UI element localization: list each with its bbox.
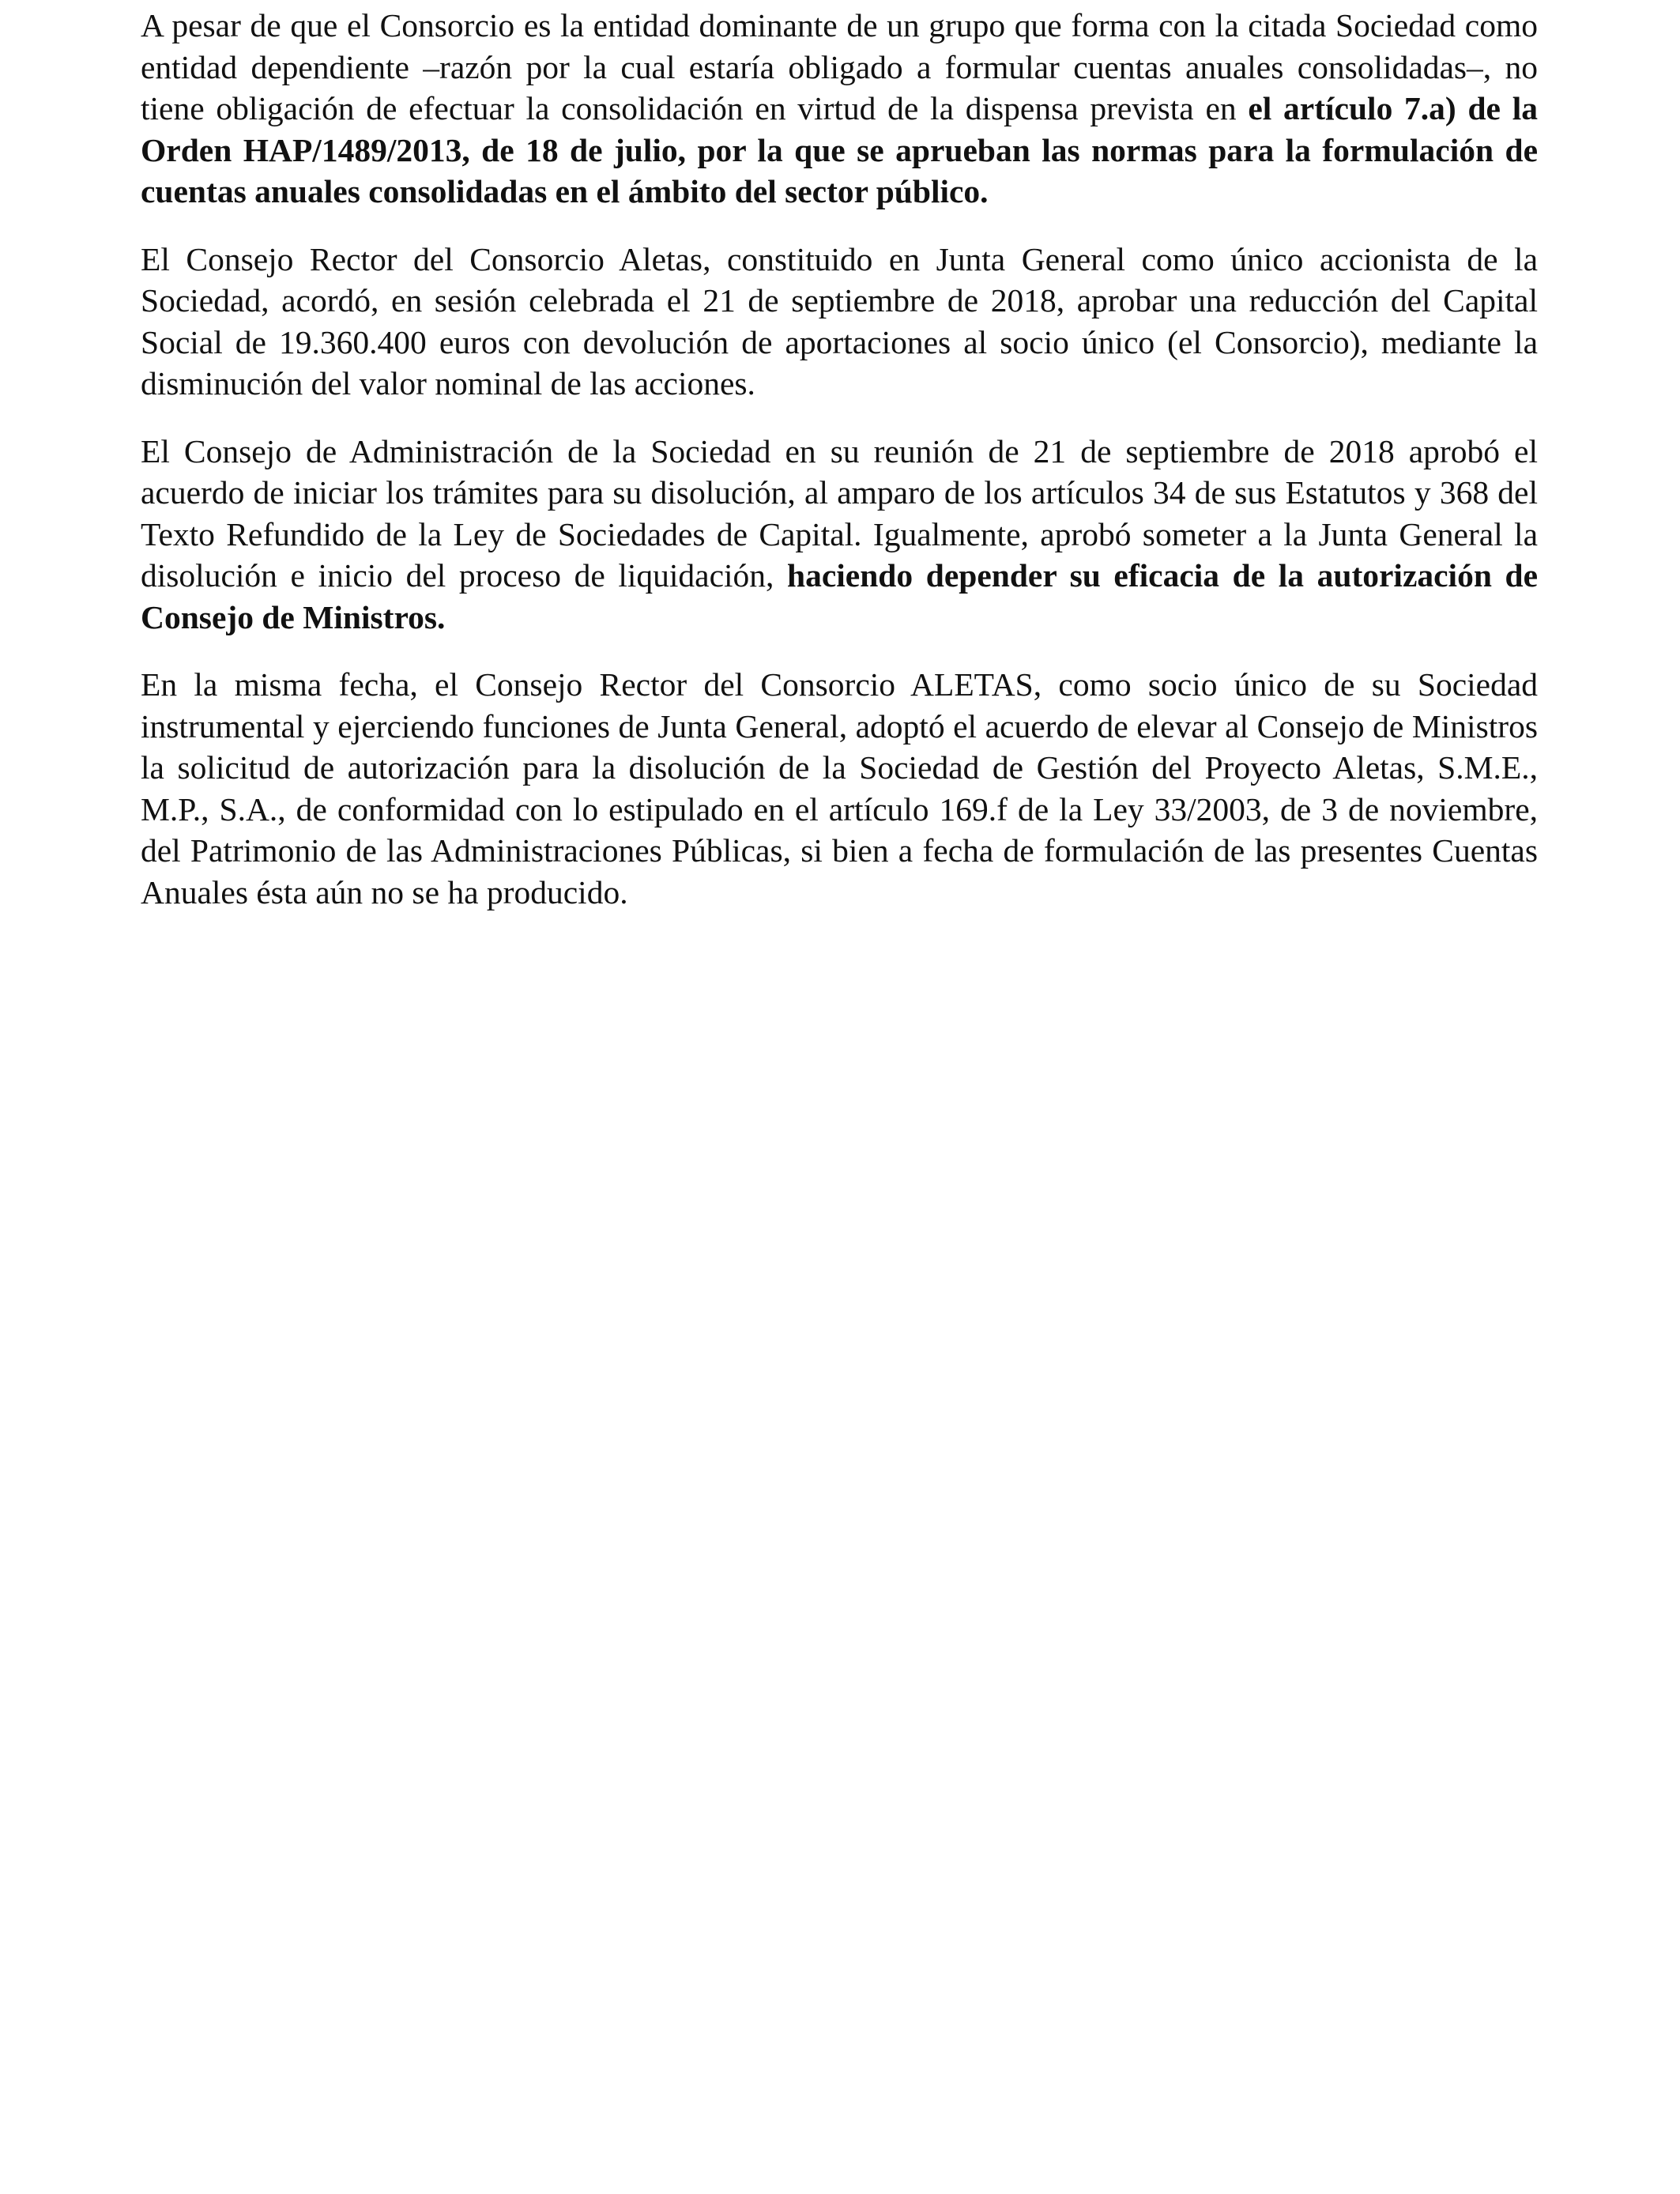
paragraph-3-text: El Consejo de Administración de la Sociedad en su reunión de 21 de septiembre de 2018 aprobó el acuerdo de iniciar los trámites para su disolución, al amparo de los artículos 34 de sus Estatutos y 368 del Texto Refundido de la Ley de Sociedades de Capital. Igualmente, aprobó someter a la Junta General la disolución e inicio del proceso de liquidación, — [141, 432, 1538, 594]
paragraph-3-bold-condition: haciendo depender su eficacia de la autorización de Consejo de Ministros. — [141, 557, 1539, 635]
document-page — [141, 5, 1538, 939]
paragraph-consolidation-exemption — [141, 5, 1538, 213]
paragraph-dissolution-agreement — [141, 431, 1538, 639]
paragraph-council-of-ministers-request — [141, 664, 1538, 913]
paragraph-2-text: El Consejo Rector del Consorcio Aletas, constituido en Junta General como único accionista de la Sociedad, acordó, en sesión celebrada el 21 de septiembre de 2018, aprobar una reducción del Capital Social de 19.360.400 euros con devolución de aportaciones al socio único (el Consorcio), mediante la disminución del valor nominal de las acciones. — [141, 240, 1538, 401]
paragraph-capital-reduction — [141, 239, 1538, 405]
paragraph-4-text: En la misma fecha, el Consejo Rector del Consorcio ALETAS, como socio único de su Sociedad instrumental y ejerciendo funciones de Junta General, adoptó el acuerdo de elevar al Consejo de Ministros la solicitud de autorización para la disolución de la Sociedad de Gestión del Proyecto Aletas, S.M.E., M.P., S.A., de conformidad con lo estipulado en el artículo 169.f de la Ley 33/2003, de 3 de noviembre, del Patrimonio de las Administraciones Públicas, si bien a fecha de formulación de las presentes Cuentas Anuales ésta aún no se ha producido. — [141, 666, 1538, 910]
paragraph-1-text: A pesar de que el Consorcio es la entidad dominante de un grupo que forma con la citada Sociedad como entidad dependiente –razón por la cual estaría obligado a formular cuentas anuales consolidadas–, no tiene obligación de efectuar la consolidación en virtud de la dispensa prevista en — [141, 7, 1538, 126]
paragraph-1-bold-reference: el artículo 7.a) de la Orden HAP/1489/2013, de 18 de julio, por la que se aprueban las normas para la formulación de cuentas anuales consolidadas en el ámbito del sector público. — [141, 90, 1538, 209]
